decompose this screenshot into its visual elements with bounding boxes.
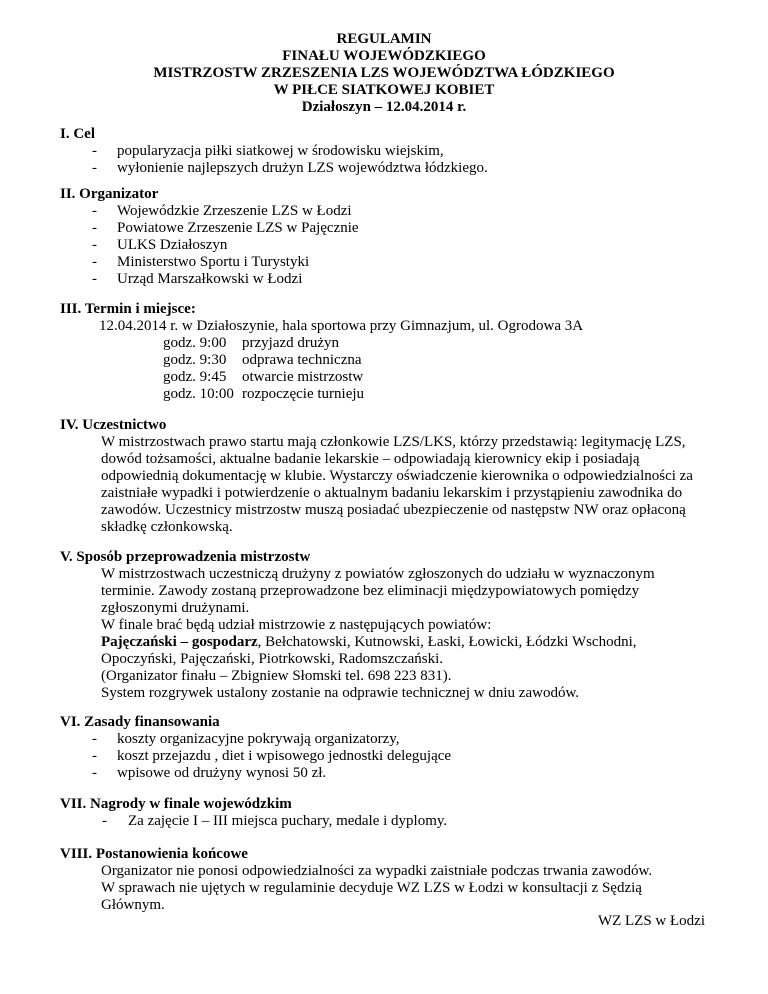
- section-date-place: [60, 301, 728, 403]
- text-line: Opoczyński, Pajęczański, Piotrkowski, Radomszczański.: [101, 651, 444, 667]
- list-item: - wyłonienie najlepszych drużyn LZS województwa łódzkiego.: [92, 160, 488, 176]
- list-item: - popularyzacja piłki siatkowej w środowisku wiejskim,: [92, 143, 444, 159]
- title-line: MISTRZOSTW ZRZESZENIA LZS WOJEWÓDZTWA ŁÓDZKIEGO: [153, 65, 615, 81]
- list-item: - ULKS Działoszyn: [92, 237, 228, 253]
- text-line: odpowiednią dokumentację w klubie. Wystarczy oświadczenie kierownika o odpowiedzialności za: [101, 468, 693, 484]
- section-heading: V. Sposób przeprowadzenia mistrzostw: [60, 549, 311, 565]
- section-heading: VI. Zasady finansowania: [60, 714, 220, 730]
- section-organizer: [60, 186, 728, 288]
- schedule-row: godz. 10:00 rozpoczęcie turnieju: [163, 386, 365, 402]
- text-line: dowód tożsamości, aktualne badanie lekarskie – odpowiadają kierownicy ekip i posiadają: [101, 451, 640, 467]
- text-line: zawodów. Uczestnicy mistrzostw muszą posiadać ubezpieczenie od następstw NW oraz opłaconą: [101, 502, 686, 518]
- section-heading: IV. Uczestnictwo: [60, 417, 167, 433]
- text-line: W mistrzostwach uczestniczą drużyny z powiatów zgłoszonych do udziału w wyznaczonym: [101, 566, 655, 582]
- section-participation: [60, 417, 728, 536]
- list-item: - koszty organizacyjne pokrywają organizatorzy,: [92, 731, 400, 747]
- title-block: [0, 31, 768, 116]
- list-item: - Urząd Marszałkowski w Łodzi: [92, 271, 303, 287]
- section-awards: [60, 796, 728, 830]
- text-line: System rozgrywek ustalony zostanie na odprawie technicznej w dniu zawodów.: [101, 685, 580, 701]
- text-line: zgłoszonymi drużynami.: [101, 600, 250, 616]
- schedule-row: godz. 9:30 odprawa techniczna: [163, 352, 362, 368]
- title-line: FINAŁU WOJEWÓDZKIEGO: [282, 48, 486, 64]
- text-line: W finale brać będą udział mistrzowie z następujących powiatów:: [101, 617, 492, 633]
- text-line: zaistniałe wypadki i potwierdzenie o aktualnym badaniu lekarskim i przystąpieniu zawodnika do: [101, 485, 683, 501]
- section-final-provisions: [60, 846, 728, 914]
- date-place-line: 12.04.2014 r. w Działoszynie, hala sportowa przy Gimnazjum, ul. Ogrodowa 3A: [99, 318, 584, 334]
- list-item: - Powiatowe Zrzeszenie LZS w Pajęcznie: [92, 220, 359, 236]
- signature: WZ LZS w Łodzi: [597, 913, 705, 929]
- text-line: Głównym.: [101, 897, 165, 913]
- list-item: - koszt przejazdu , diet i wpisowego jednostki delegujące: [92, 748, 452, 764]
- text-line: Pajęczański – gospodarz, Bełchatowski, Kutnowski, Łaski, Łowicki, Łódzki Wschodni,: [101, 634, 637, 650]
- section-heading: I. Cel: [60, 126, 95, 142]
- host-district: Pajęczański – gospodarz: [101, 634, 258, 650]
- title-line: W PIŁCE SIATKOWEJ KOBIET: [273, 82, 495, 98]
- text-line: (Organizator finału – Zbigniew Słomski tel. 698 223 831).: [101, 668, 452, 684]
- section-financing: [60, 714, 728, 782]
- schedule-row: godz. 9:00 przyjazd drużyn: [163, 335, 340, 351]
- schedule-row: godz. 9:45 otwarcie mistrzostw: [163, 369, 364, 385]
- text-line: W mistrzostwach prawo startu mają członkowie LZS/LKS, którzy przedstawią: legitymację LZS,: [101, 434, 686, 450]
- section-heading: VIII. Postanowienia końcowe: [60, 846, 248, 862]
- section-heading: III. Termin i miejsce:: [60, 301, 196, 317]
- list-item: - wpisowe od drużyny wynosi 50 zł.: [92, 765, 327, 781]
- text-line: W sprawach nie ujętych w regulaminie decyduje WZ LZS w Łodzi w konsultacji z Sędzią: [101, 880, 642, 896]
- title-date: Działoszyn – 12.04.2014 r.: [301, 99, 467, 115]
- list-item: - Za zajęcie I – III miejsca puchary, medale i dyplomy.: [102, 813, 448, 829]
- section-goal: [60, 126, 728, 177]
- list-item: - Wojewódzkie Zrzeszenie LZS w Łodzi: [92, 203, 352, 219]
- list-item: - Ministerstwo Sportu i Turystyki: [92, 254, 310, 270]
- section-conduct: [60, 549, 728, 702]
- section-heading: VII. Nagrody w finale wojewódzkim: [60, 796, 292, 812]
- text-line: Organizator nie ponosi odpowiedzialności za wypadki zaistniałe podczas trwania zawodów.: [101, 863, 653, 879]
- text-line: terminie. Zawody zostaną przeprowadzone bez eliminacji międzypowiatowych pomiędzy: [101, 583, 640, 599]
- section-heading: II. Organizator: [60, 186, 159, 202]
- title-line: REGULAMIN: [336, 31, 432, 47]
- text-line: składkę członkowską.: [101, 519, 233, 535]
